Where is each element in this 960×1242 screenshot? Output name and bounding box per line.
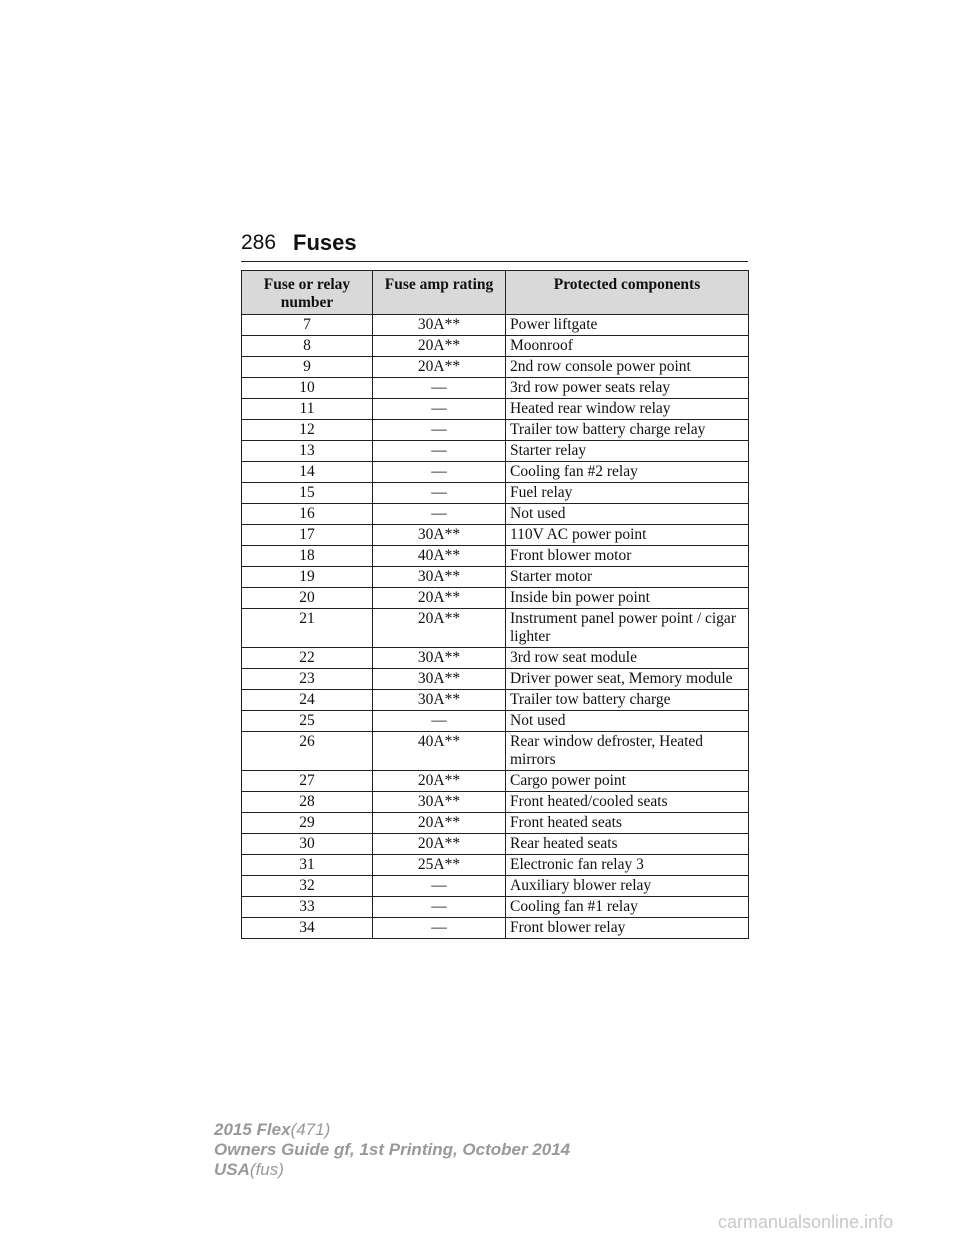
table-row: [242, 420, 749, 441]
fuse-number-cell: 27: [242, 771, 373, 792]
fuse-number-cell: 14: [242, 462, 373, 483]
table-row: [242, 876, 749, 897]
column-header-components: Protected components: [506, 271, 749, 315]
protected-component-cell: Trailer tow battery charge relay: [506, 420, 749, 441]
fuse-number-cell: 12: [242, 420, 373, 441]
table-row: [242, 897, 749, 918]
amp-rating-cell: —: [373, 897, 506, 918]
table-row: [242, 918, 749, 939]
table-row: [242, 792, 749, 813]
table-row: [242, 399, 749, 420]
protected-component-cell: 110V AC power point: [506, 525, 749, 546]
protected-component-cell: Front heated/cooled seats: [506, 792, 749, 813]
fuse-number-cell: 28: [242, 792, 373, 813]
column-header-rating: Fuse amp rating: [373, 271, 506, 315]
amp-rating-cell: 20A**: [373, 771, 506, 792]
fuse-number-cell: 22: [242, 648, 373, 669]
fuse-number-cell: 34: [242, 918, 373, 939]
protected-component-cell: Inside bin power point: [506, 588, 749, 609]
table-row: [242, 690, 749, 711]
amp-rating-cell: —: [373, 462, 506, 483]
amp-rating-cell: 20A**: [373, 588, 506, 609]
section-title: Fuses: [293, 230, 357, 255]
table-row: [242, 732, 749, 771]
footer-line-1: [214, 1120, 570, 1140]
table-row: [242, 336, 749, 357]
amp-rating-cell: 30A**: [373, 690, 506, 711]
amp-rating-cell: —: [373, 711, 506, 732]
column-header-number: Fuse or relay number: [242, 271, 373, 315]
fuse-number-cell: 7: [242, 315, 373, 336]
table-row: [242, 315, 749, 336]
footer-region: USA: [214, 1160, 250, 1179]
table-row: [242, 546, 749, 567]
protected-component-cell: Not used: [506, 711, 749, 732]
table-row: [242, 669, 749, 690]
table-row: [242, 462, 749, 483]
footer-code: (471): [290, 1120, 331, 1139]
footer-line-2: Owners Guide gf, 1st Printing, October 2014: [214, 1140, 571, 1159]
table-row: [242, 525, 749, 546]
protected-component-cell: 2nd row console power point: [506, 357, 749, 378]
table-row: [242, 609, 749, 648]
amp-rating-cell: —: [373, 378, 506, 399]
amp-rating-cell: 20A**: [373, 813, 506, 834]
fuse-number-cell: 31: [242, 855, 373, 876]
amp-rating-cell: —: [373, 918, 506, 939]
protected-component-cell: Front heated seats: [506, 813, 749, 834]
protected-component-cell: Front blower relay: [506, 918, 749, 939]
amp-rating-cell: 20A**: [373, 609, 506, 648]
amp-rating-cell: 40A**: [373, 546, 506, 567]
fuse-number-cell: 17: [242, 525, 373, 546]
table-row: [242, 771, 749, 792]
fuse-number-cell: 25: [242, 711, 373, 732]
amp-rating-cell: 30A**: [373, 525, 506, 546]
fuse-table: [241, 270, 749, 939]
protected-component-cell: Heated rear window relay: [506, 399, 749, 420]
protected-component-cell: Electronic fan relay 3: [506, 855, 749, 876]
protected-component-cell: Rear heated seats: [506, 834, 749, 855]
table-row: [242, 567, 749, 588]
amp-rating-cell: 40A**: [373, 732, 506, 771]
protected-component-cell: Rear window defroster, Heated mirrors: [506, 732, 749, 771]
amp-rating-cell: 30A**: [373, 567, 506, 588]
protected-component-cell: Cargo power point: [506, 771, 749, 792]
protected-component-cell: Trailer tow battery charge: [506, 690, 749, 711]
fuse-number-cell: 8: [242, 336, 373, 357]
protected-component-cell: Not used: [506, 504, 749, 525]
page-number: 286: [241, 231, 277, 254]
table-header-row: [242, 271, 749, 315]
fuse-number-cell: 21: [242, 609, 373, 648]
amp-rating-cell: —: [373, 441, 506, 462]
amp-rating-cell: —: [373, 504, 506, 525]
fuse-number-cell: 24: [242, 690, 373, 711]
protected-component-cell: Power liftgate: [506, 315, 749, 336]
fuse-number-cell: 11: [242, 399, 373, 420]
amp-rating-cell: 30A**: [373, 648, 506, 669]
protected-component-cell: Cooling fan #2 relay: [506, 462, 749, 483]
fuse-number-cell: 16: [242, 504, 373, 525]
protected-component-cell: Moonroof: [506, 336, 749, 357]
table-row: [242, 504, 749, 525]
fuse-number-cell: 30: [242, 834, 373, 855]
amp-rating-cell: 30A**: [373, 669, 506, 690]
page-header: [241, 227, 748, 262]
amp-rating-cell: 20A**: [373, 336, 506, 357]
fuse-number-cell: 26: [242, 732, 373, 771]
amp-rating-cell: 30A**: [373, 315, 506, 336]
table-row: [242, 588, 749, 609]
amp-rating-cell: —: [373, 483, 506, 504]
table-row: [242, 483, 749, 504]
protected-component-cell: Instrument panel power point / cigar lighter: [506, 609, 749, 648]
protected-component-cell: Driver power seat, Memory module: [506, 669, 749, 690]
fuse-number-cell: 15: [242, 483, 373, 504]
protected-component-cell: Starter relay: [506, 441, 749, 462]
table-row: [242, 711, 749, 732]
fuse-number-cell: 13: [242, 441, 373, 462]
footer-region-code: (fus): [249, 1160, 284, 1179]
amp-rating-cell: 25A**: [373, 855, 506, 876]
footer-line-3: [214, 1160, 570, 1180]
fuse-number-cell: 33: [242, 897, 373, 918]
table-row: [242, 441, 749, 462]
footer-model: 2015 Flex: [214, 1120, 291, 1139]
amp-rating-cell: 30A**: [373, 792, 506, 813]
amp-rating-cell: —: [373, 876, 506, 897]
protected-component-cell: Fuel relay: [506, 483, 749, 504]
table-row: [242, 378, 749, 399]
document-footer: [214, 1120, 570, 1180]
amp-rating-cell: 20A**: [373, 357, 506, 378]
fuse-number-cell: 20: [242, 588, 373, 609]
watermark: carmanualsonline.info: [718, 1212, 894, 1232]
protected-component-cell: 3rd row seat module: [506, 648, 749, 669]
fuse-number-cell: 10: [242, 378, 373, 399]
table-row: [242, 357, 749, 378]
table-row: [242, 648, 749, 669]
table-row: [242, 834, 749, 855]
protected-component-cell: Starter motor: [506, 567, 749, 588]
protected-component-cell: Auxiliary blower relay: [506, 876, 749, 897]
amp-rating-cell: —: [373, 420, 506, 441]
amp-rating-cell: 20A**: [373, 834, 506, 855]
fuse-table-body: [242, 315, 749, 939]
fuse-number-cell: 18: [242, 546, 373, 567]
amp-rating-cell: —: [373, 399, 506, 420]
fuse-number-cell: 19: [242, 567, 373, 588]
protected-component-cell: Front blower motor: [506, 546, 749, 567]
fuse-number-cell: 32: [242, 876, 373, 897]
table-row: [242, 855, 749, 876]
fuse-number-cell: 23: [242, 669, 373, 690]
protected-component-cell: Cooling fan #1 relay: [506, 897, 749, 918]
fuse-number-cell: 29: [242, 813, 373, 834]
table-row: [242, 813, 749, 834]
fuse-number-cell: 9: [242, 357, 373, 378]
protected-component-cell: 3rd row power seats relay: [506, 378, 749, 399]
